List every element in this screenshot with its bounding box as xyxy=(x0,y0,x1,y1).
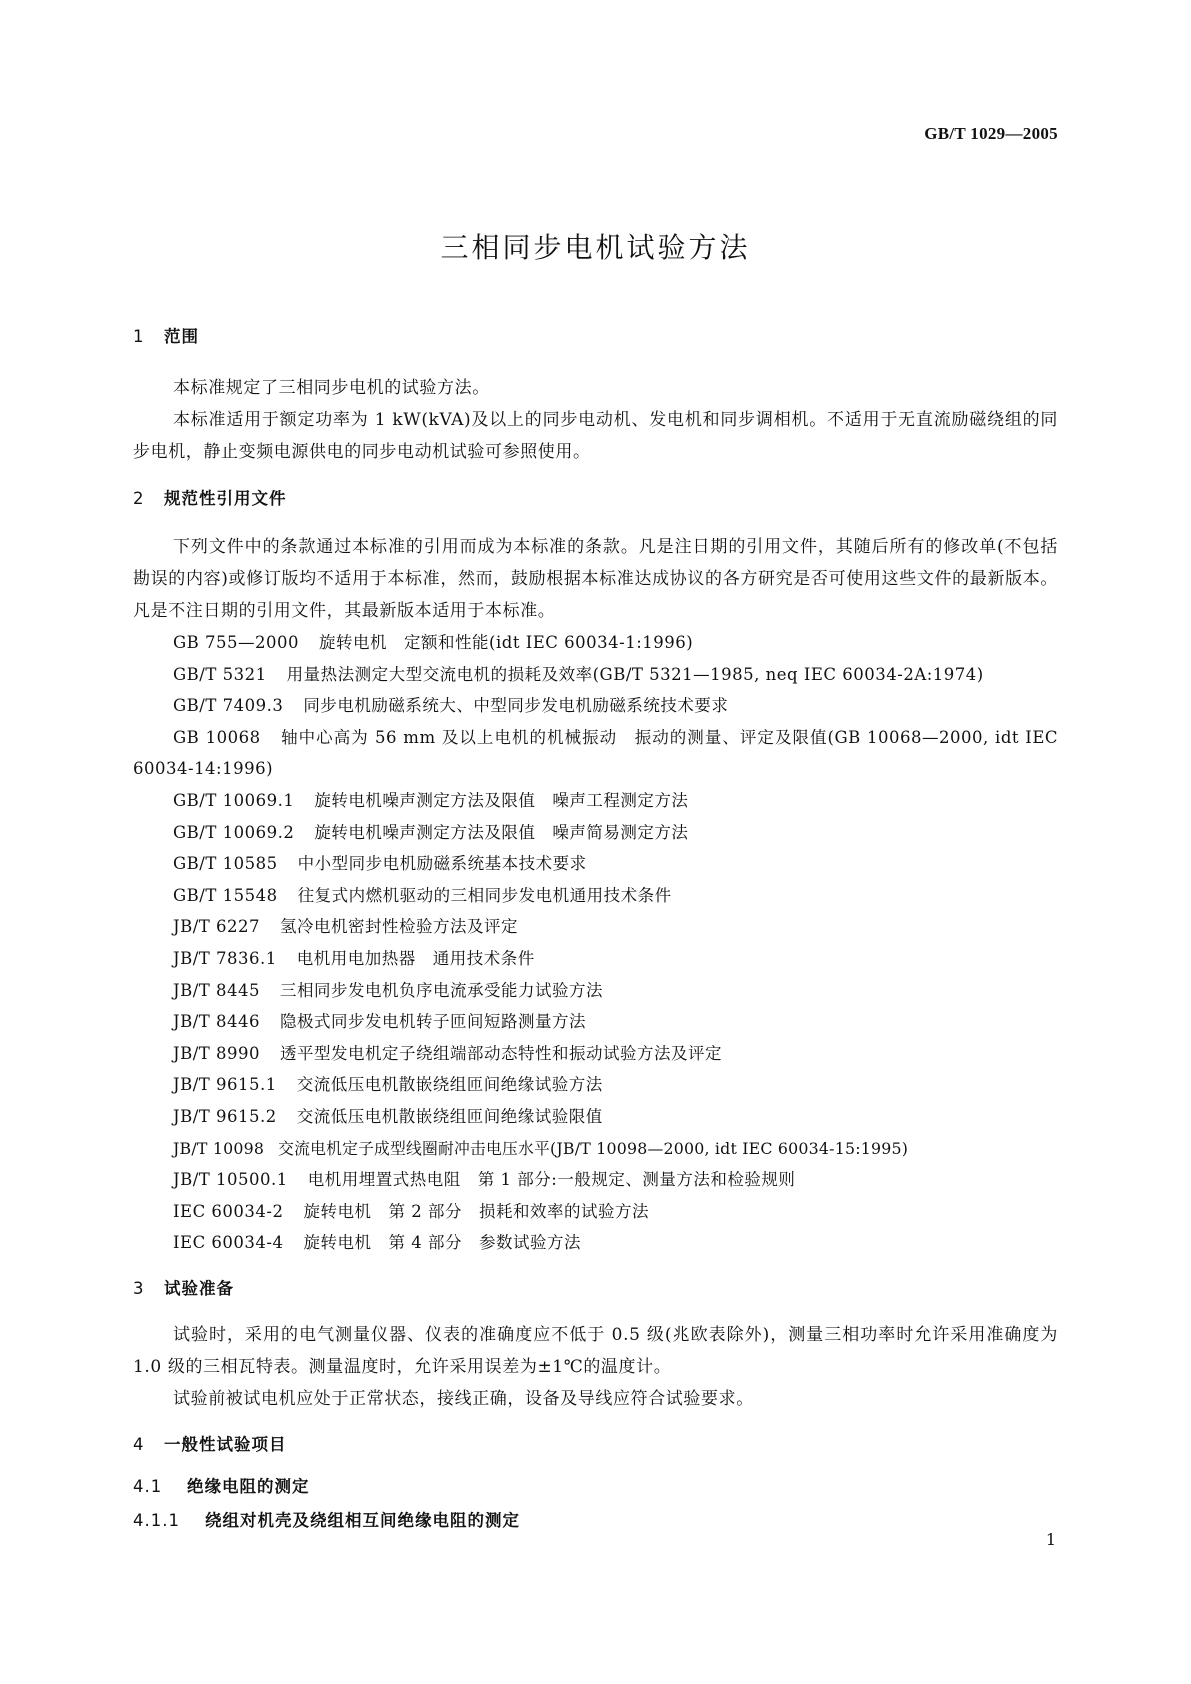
reference-title: 旋转电机噪声测定方法及限值 噪声工程测定方法 xyxy=(314,790,689,810)
reference-title: 轴中心高为 56 mm 及以上电机的机械振动 振动的测量、评定及限值(GB 10068—2000, idt IEC 60034-14:1996) xyxy=(133,727,1058,779)
reference-title: 氢冷电机密封性检验方法及评定 xyxy=(280,917,519,937)
reference-item xyxy=(133,722,1058,785)
reference-item xyxy=(133,911,1058,943)
reference-item xyxy=(133,690,1058,722)
reference-code: GB 755—2000 xyxy=(173,633,300,652)
reference-code: JB/T 8446 xyxy=(173,1012,261,1032)
section-title: 绕组对机壳及绕组相互间绝缘电阻的测定 xyxy=(205,1510,520,1530)
reference-item xyxy=(133,848,1058,880)
paragraph: 试验前被试电机应处于正常状态，接线正确，设备及导线应符合试验要求。 xyxy=(173,1388,754,1409)
reference-title: 用量热法测定大型交流电机的损耗及效率(GB/T 5321—1985, neq IEC 60034-2A:1974) xyxy=(286,664,984,684)
section-3-heading xyxy=(133,1275,1058,1299)
reference-code: GB/T 10069.1 xyxy=(173,790,295,810)
reference-item xyxy=(133,817,1058,849)
reference-title: 交流低压电机散嵌绕组匝间绝缘试验限值 xyxy=(296,1106,603,1126)
section-1-heading xyxy=(133,323,1058,347)
section-number: 2 xyxy=(133,489,145,508)
reference-title: 交流低压电机散嵌绕组匝间绝缘试验方法 xyxy=(296,1075,603,1095)
reference-title: 旋转电机噪声测定方法及限值 噪声简易测定方法 xyxy=(314,822,689,842)
reference-item xyxy=(133,1164,1058,1196)
reference-title: 旋转电机 第 4 部分 参数试验方法 xyxy=(303,1233,581,1253)
reference-item xyxy=(133,943,1058,975)
section-4-1-heading xyxy=(133,1473,1058,1497)
reference-item xyxy=(133,880,1058,912)
reference-title: 同步电机励磁系统大、中型同步发电机励磁系统技术要求 xyxy=(303,696,729,716)
section-number: 4 xyxy=(133,1434,145,1454)
reference-code: JB/T 10098 xyxy=(173,1138,265,1158)
section-number: 4.1 xyxy=(133,1476,163,1496)
reference-code: GB/T 10069.2 xyxy=(173,822,295,842)
reference-title: 电机用电加热器 通用技术条件 xyxy=(296,948,535,968)
section-title: 绝缘电阻的测定 xyxy=(187,1476,310,1496)
reference-code: JB/T 8990 xyxy=(173,1043,261,1063)
reference-title: 旋转电机 第 2 部分 损耗和效率的试验方法 xyxy=(303,1201,649,1221)
reference-item xyxy=(133,1038,1058,1070)
reference-code: JB/T 9615.1 xyxy=(173,1075,277,1095)
reference-item xyxy=(133,1133,1058,1165)
section-number: 1 xyxy=(133,327,145,346)
reference-item xyxy=(133,1069,1058,1101)
section-title: 试验准备 xyxy=(164,1278,234,1298)
document-title: 三相同步电机试验方法 xyxy=(440,231,751,264)
reference-title: 交流电机定子成型线圈耐冲击电压水平(JB/T 10098—2000, idt IEC 60034-15:1995) xyxy=(278,1138,909,1158)
reference-title: 透平型发电机定子绕组端部动态特性和振动试验方法及评定 xyxy=(280,1043,723,1063)
section-title: 规范性引用文件 xyxy=(164,489,287,508)
reference-title: 隐极式同步发电机转子匝间短路测量方法 xyxy=(280,1012,587,1032)
reference-code: JB/T 10500.1 xyxy=(173,1170,288,1190)
reference-code: GB/T 10585 xyxy=(173,854,278,874)
reference-item xyxy=(133,785,1058,817)
reference-item xyxy=(133,1196,1058,1228)
paragraph: 试验时，采用的电气测量仪器、仪表的准确度应不低于 0.5 级(兆欧表除外)，测量三相功率时允许采用准确度为 1.0 级的三相瓦特表。测量温度时，允许采用误差为±1℃的温度计。 xyxy=(133,1324,1058,1377)
reference-code: JB/T 6227 xyxy=(173,917,261,937)
reference-item xyxy=(133,975,1058,1007)
section-number: 4.1.1 xyxy=(133,1510,180,1530)
reference-item xyxy=(133,659,1058,691)
reference-title: 往复式内燃机驱动的三相同步发电机通用技术条件 xyxy=(297,885,672,905)
reference-code: GB/T 15548 xyxy=(173,885,278,905)
section-number: 3 xyxy=(133,1278,145,1298)
section-2-heading xyxy=(133,485,1058,509)
reference-item xyxy=(133,627,1058,659)
reference-code: JB/T 9615.2 xyxy=(173,1106,277,1126)
reference-title: 三相同步发电机负序电流承受能力试验方法 xyxy=(280,980,604,1000)
page-number: 1 xyxy=(1045,1530,1056,1549)
reference-code: IEC 60034-2 xyxy=(173,1201,284,1221)
reference-title: 中小型同步电机励磁系统基本技术要求 xyxy=(297,854,587,874)
standard-code: GB/T 1029—2005 xyxy=(924,124,1058,143)
reference-item xyxy=(133,1227,1058,1259)
reference-code: GB/T 5321 xyxy=(173,664,267,684)
document-body xyxy=(133,323,1058,1531)
reference-code: GB 10068 xyxy=(173,727,261,747)
section-title: 范围 xyxy=(164,327,199,346)
reference-code: GB/T 7409.3 xyxy=(173,696,284,716)
section-title: 一般性试验项目 xyxy=(164,1434,287,1454)
reference-code: IEC 60034-4 xyxy=(173,1233,284,1253)
reference-code: JB/T 8445 xyxy=(173,980,261,1000)
reference-title: 电机用埋置式热电阻 第 1 部分:一般规定、测量方法和检验规则 xyxy=(307,1170,796,1190)
reference-code: JB/T 7836.1 xyxy=(173,948,277,968)
reference-item xyxy=(133,1101,1058,1133)
section-4-1-1-heading xyxy=(133,1507,1058,1531)
paragraph: 本标准适用于额定功率为 1 kW(kVA)及以上的同步电动机、发电机和同步调相机。不适用于无直流励磁绕组的同步电机，静止变频电源供电的同步电动机试验可参照使用。 xyxy=(133,410,1058,462)
reference-title: 旋转电机 定额和性能(idt IEC 60034-1:1996) xyxy=(319,633,694,652)
reference-item xyxy=(133,1006,1058,1038)
paragraph: 本标准规定了三相同步电机的试验方法。 xyxy=(173,378,490,398)
paragraph: 下列文件中的条款通过本标准的引用而成为本标准的条款。凡是注日期的引用文件，其随后所有的修改单(不包括勘误的内容)或修订版均不适用于本标准，然而，鼓励根据本标准达成协议的各方研究是否可使用这些文件的最新版本。凡是不注日期的引用文件，其最新版本适用于本标准。 xyxy=(133,537,1058,621)
section-4-heading xyxy=(133,1431,1058,1455)
